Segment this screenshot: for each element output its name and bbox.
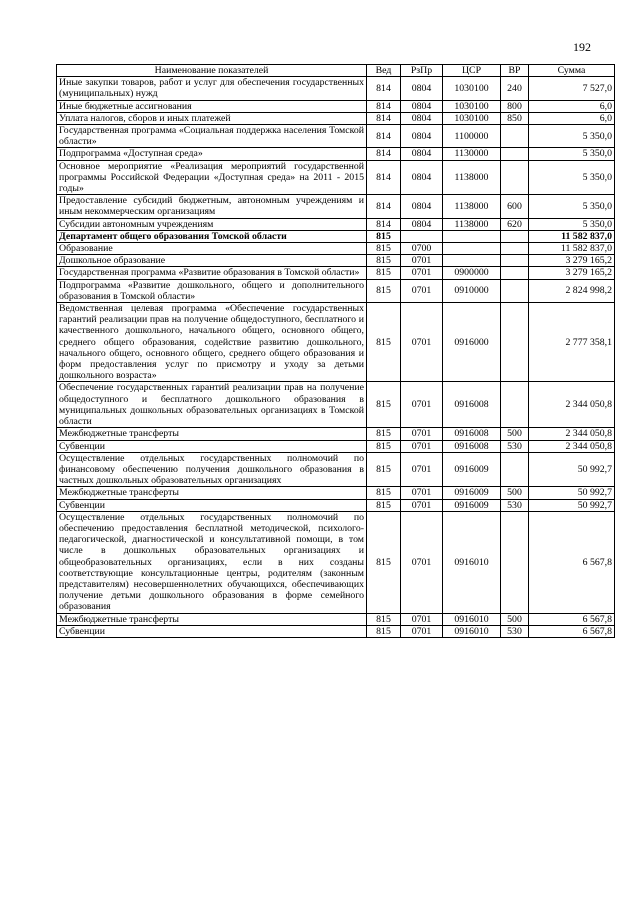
table-row bbox=[57, 625, 615, 637]
cell-csr: 0916008 bbox=[443, 428, 501, 440]
cell-sum: 6 567,8 bbox=[529, 613, 615, 625]
table-row bbox=[57, 195, 615, 218]
table-row bbox=[57, 218, 615, 230]
header-ved: Вед bbox=[367, 65, 401, 77]
cell-csr: 0910000 bbox=[443, 279, 501, 302]
header-vr: ВР bbox=[501, 65, 529, 77]
cell-ved: 814 bbox=[367, 218, 401, 230]
cell-vr bbox=[501, 125, 529, 148]
cell-ved: 815 bbox=[367, 613, 401, 625]
cell-name: Обеспечение государственных гарантий реализации прав на получение общедоступного и бесплатного дошкольного образования в муниципальных дошкольных образовательных организациях в Томской области bbox=[57, 382, 367, 428]
cell-vr bbox=[501, 303, 529, 382]
cell-sum: 5 350,0 bbox=[529, 195, 615, 218]
cell-ved: 815 bbox=[367, 625, 401, 637]
table-row bbox=[57, 100, 615, 112]
cell-rzpr: 0804 bbox=[401, 218, 443, 230]
cell-rzpr: 0700 bbox=[401, 243, 443, 255]
cell-rzpr bbox=[401, 230, 443, 242]
cell-sum: 5 350,0 bbox=[529, 160, 615, 195]
cell-csr bbox=[443, 230, 501, 242]
cell-rzpr: 0701 bbox=[401, 499, 443, 511]
cell-rzpr: 0804 bbox=[401, 125, 443, 148]
cell-rzpr: 0701 bbox=[401, 452, 443, 487]
cell-vr bbox=[501, 230, 529, 242]
cell-rzpr: 0701 bbox=[401, 428, 443, 440]
cell-vr bbox=[501, 279, 529, 302]
cell-csr bbox=[443, 255, 501, 267]
cell-sum: 7 527,0 bbox=[529, 77, 615, 100]
cell-rzpr: 0804 bbox=[401, 100, 443, 112]
cell-ved: 815 bbox=[367, 382, 401, 428]
cell-rzpr: 0701 bbox=[401, 440, 443, 452]
cell-vr bbox=[501, 382, 529, 428]
table-row bbox=[57, 148, 615, 160]
table-row bbox=[57, 112, 615, 124]
cell-sum: 3 279 165,2 bbox=[529, 267, 615, 279]
cell-sum: 2 344 050,8 bbox=[529, 440, 615, 452]
table-row bbox=[57, 279, 615, 302]
table-row bbox=[57, 382, 615, 428]
page-number: 192 bbox=[573, 40, 591, 54]
cell-sum: 6 567,8 bbox=[529, 511, 615, 613]
cell-name: Государственная программа «Развитие образования в Томской области» bbox=[57, 267, 367, 279]
table-row bbox=[57, 255, 615, 267]
header-sum: Сумма bbox=[529, 65, 615, 77]
cell-ved: 815 bbox=[367, 440, 401, 452]
cell-ved: 815 bbox=[367, 279, 401, 302]
cell-csr: 1138000 bbox=[443, 218, 501, 230]
cell-ved: 814 bbox=[367, 77, 401, 100]
cell-csr: 1030100 bbox=[443, 77, 501, 100]
table-header-row bbox=[57, 65, 615, 77]
cell-ved: 815 bbox=[367, 243, 401, 255]
cell-ved: 815 bbox=[367, 255, 401, 267]
cell-name: Предоставление субсидий бюджетным, автономным учреждениям и иным некоммерческим организациям bbox=[57, 195, 367, 218]
cell-vr: 500 bbox=[501, 428, 529, 440]
cell-rzpr: 0701 bbox=[401, 511, 443, 613]
cell-name: Осуществление отдельных государственных полномочий по обеспечению предоставления бесплатной методической, психолого-педагогической, диагностической и консультативной помощи, в том числе в дошкольных образовательных организациях и общеобразовательных организациях, если в них созданы соответствующие консультационные центры, родителям (законным представителям) несовершеннолетних обучающихся, обеспечивающих получение детьми дошкольного образования в форме семейного образования bbox=[57, 511, 367, 613]
cell-csr: 0916000 bbox=[443, 303, 501, 382]
cell-ved: 814 bbox=[367, 125, 401, 148]
cell-name: Дошкольное образование bbox=[57, 255, 367, 267]
cell-name: Подпрограмма «Доступная среда» bbox=[57, 148, 367, 160]
cell-name: Межбюджетные трансферты bbox=[57, 613, 367, 625]
table-row bbox=[57, 125, 615, 148]
cell-csr: 0916010 bbox=[443, 613, 501, 625]
cell-name: Иные закупки товаров, работ и услуг для обеспечения государственных (муниципальных) нужд bbox=[57, 77, 367, 100]
cell-csr: 1130000 bbox=[443, 148, 501, 160]
table-row bbox=[57, 440, 615, 452]
cell-sum: 5 350,0 bbox=[529, 218, 615, 230]
cell-vr: 600 bbox=[501, 195, 529, 218]
cell-vr: 530 bbox=[501, 440, 529, 452]
cell-vr bbox=[501, 255, 529, 267]
cell-sum: 2 344 050,8 bbox=[529, 382, 615, 428]
table-row bbox=[57, 487, 615, 499]
table-row bbox=[57, 613, 615, 625]
cell-ved: 815 bbox=[367, 511, 401, 613]
budget-table bbox=[56, 64, 615, 638]
cell-csr: 0916009 bbox=[443, 499, 501, 511]
table-row bbox=[57, 428, 615, 440]
cell-name: Департамент общего образования Томской области bbox=[57, 230, 367, 242]
cell-name: Иные бюджетные ассигнования bbox=[57, 100, 367, 112]
cell-sum: 50 992,7 bbox=[529, 499, 615, 511]
cell-ved: 815 bbox=[367, 499, 401, 511]
cell-name: Субсидии автономным учреждениям bbox=[57, 218, 367, 230]
cell-vr: 850 bbox=[501, 112, 529, 124]
cell-vr: 800 bbox=[501, 100, 529, 112]
cell-rzpr: 0701 bbox=[401, 613, 443, 625]
cell-name: Субвенции bbox=[57, 440, 367, 452]
cell-name: Ведомственная целевая программа «Обеспечение государственных гарантий реализации прав на получение общедоступного, бесплатного и качественного дошкольного, начального общего, основного общего, среднего общего образования, содействие развитию дошкольного, начального общего, основного общего, среднего общего образования и форм предоставления услуг по присмотру и уходу за детьми дошкольного возраста» bbox=[57, 303, 367, 382]
table-row bbox=[57, 160, 615, 195]
cell-csr: 0900000 bbox=[443, 267, 501, 279]
cell-rzpr: 0804 bbox=[401, 77, 443, 100]
cell-sum: 2 777 358,1 bbox=[529, 303, 615, 382]
cell-sum: 3 279 165,2 bbox=[529, 255, 615, 267]
cell-rzpr: 0701 bbox=[401, 303, 443, 382]
cell-rzpr: 0804 bbox=[401, 195, 443, 218]
cell-rzpr: 0701 bbox=[401, 267, 443, 279]
table-row bbox=[57, 499, 615, 511]
cell-sum: 50 992,7 bbox=[529, 452, 615, 487]
cell-ved: 814 bbox=[367, 112, 401, 124]
cell-name: Субвенции bbox=[57, 625, 367, 637]
table-row bbox=[57, 303, 615, 382]
cell-sum: 2 824 998,2 bbox=[529, 279, 615, 302]
cell-name: Субвенции bbox=[57, 499, 367, 511]
cell-ved: 814 bbox=[367, 148, 401, 160]
cell-rzpr: 0701 bbox=[401, 625, 443, 637]
cell-csr: 0916008 bbox=[443, 440, 501, 452]
cell-vr bbox=[501, 243, 529, 255]
cell-ved: 814 bbox=[367, 100, 401, 112]
cell-csr: 1138000 bbox=[443, 160, 501, 195]
cell-csr: 1030100 bbox=[443, 112, 501, 124]
cell-csr bbox=[443, 243, 501, 255]
cell-csr: 1030100 bbox=[443, 100, 501, 112]
cell-csr: 0916009 bbox=[443, 487, 501, 499]
cell-csr: 0916010 bbox=[443, 625, 501, 637]
cell-sum: 5 350,0 bbox=[529, 148, 615, 160]
cell-csr: 0916010 bbox=[443, 511, 501, 613]
cell-ved: 815 bbox=[367, 487, 401, 499]
table-row bbox=[57, 230, 615, 242]
cell-name: Межбюджетные трансферты bbox=[57, 487, 367, 499]
cell-rzpr: 0804 bbox=[401, 148, 443, 160]
cell-ved: 814 bbox=[367, 160, 401, 195]
cell-sum: 6,0 bbox=[529, 112, 615, 124]
table-row bbox=[57, 452, 615, 487]
table-row bbox=[57, 511, 615, 613]
cell-rzpr: 0701 bbox=[401, 487, 443, 499]
table-body bbox=[57, 77, 615, 638]
cell-rzpr: 0701 bbox=[401, 382, 443, 428]
header-name: Наименование показателей bbox=[57, 65, 367, 77]
cell-vr: 530 bbox=[501, 625, 529, 637]
cell-vr: 530 bbox=[501, 499, 529, 511]
cell-ved: 815 bbox=[367, 303, 401, 382]
cell-sum: 11 582 837,0 bbox=[529, 243, 615, 255]
cell-vr: 500 bbox=[501, 487, 529, 499]
cell-rzpr: 0804 bbox=[401, 112, 443, 124]
cell-name: Межбюджетные трансферты bbox=[57, 428, 367, 440]
cell-ved: 815 bbox=[367, 452, 401, 487]
cell-sum: 11 582 837,0 bbox=[529, 230, 615, 242]
cell-name: Осуществление отдельных государственных полномочий по финансовому обеспечению получения дошкольного образования в частных дошкольных образовательных организациях bbox=[57, 452, 367, 487]
table-row bbox=[57, 77, 615, 100]
cell-sum: 2 344 050,8 bbox=[529, 428, 615, 440]
cell-csr: 1138000 bbox=[443, 195, 501, 218]
cell-ved: 815 bbox=[367, 230, 401, 242]
cell-vr bbox=[501, 452, 529, 487]
header-rzpr: РзПр bbox=[401, 65, 443, 77]
cell-vr: 240 bbox=[501, 77, 529, 100]
cell-name: Государственная программа «Социальная поддержка населения Томской области» bbox=[57, 125, 367, 148]
cell-vr bbox=[501, 160, 529, 195]
cell-name: Образование bbox=[57, 243, 367, 255]
cell-name: Уплата налогов, сборов и иных платежей bbox=[57, 112, 367, 124]
cell-sum: 50 992,7 bbox=[529, 487, 615, 499]
cell-ved: 815 bbox=[367, 267, 401, 279]
cell-vr bbox=[501, 267, 529, 279]
cell-sum: 6,0 bbox=[529, 100, 615, 112]
cell-vr: 500 bbox=[501, 613, 529, 625]
table-row bbox=[57, 267, 615, 279]
cell-csr: 0916008 bbox=[443, 382, 501, 428]
cell-ved: 814 bbox=[367, 195, 401, 218]
cell-vr bbox=[501, 511, 529, 613]
table-row bbox=[57, 243, 615, 255]
cell-csr: 0916009 bbox=[443, 452, 501, 487]
cell-name: Основное мероприятие «Реализация мероприятий государственной программы Российской Федерации «Доступная среда» на 2011 - 2015 годы» bbox=[57, 160, 367, 195]
cell-rzpr: 0701 bbox=[401, 255, 443, 267]
cell-rzpr: 0804 bbox=[401, 160, 443, 195]
header-csr: ЦСР bbox=[443, 65, 501, 77]
cell-rzpr: 0701 bbox=[401, 279, 443, 302]
cell-sum: 5 350,0 bbox=[529, 125, 615, 148]
cell-ved: 815 bbox=[367, 428, 401, 440]
cell-sum: 6 567,8 bbox=[529, 625, 615, 637]
cell-csr: 1100000 bbox=[443, 125, 501, 148]
cell-name: Подпрограмма «Развитие дошкольного, общего и дополнительного образования в Томской области» bbox=[57, 279, 367, 302]
cell-vr bbox=[501, 148, 529, 160]
cell-vr: 620 bbox=[501, 218, 529, 230]
